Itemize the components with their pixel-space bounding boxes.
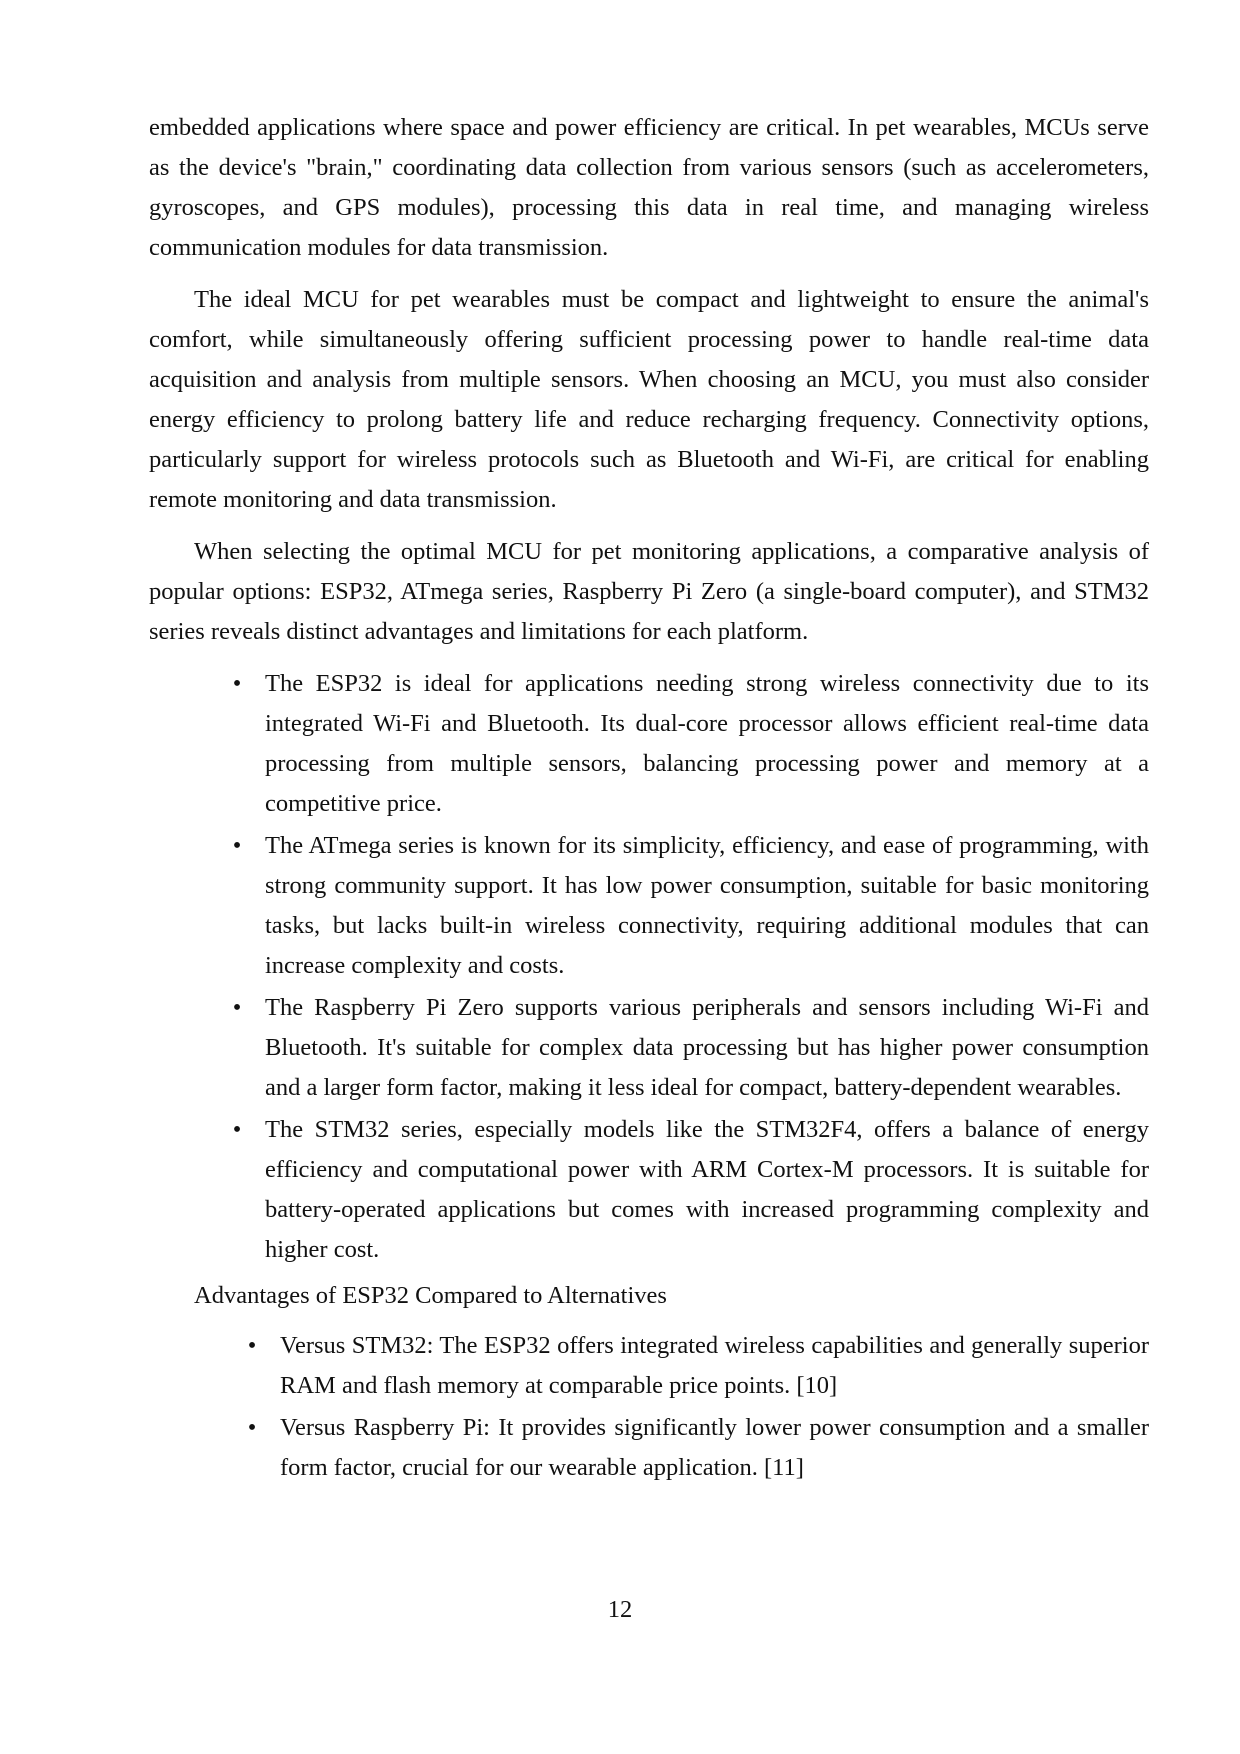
bullet-icon: •	[232, 1116, 242, 1143]
bullet-icon: •	[232, 670, 242, 697]
list-item	[247, 1408, 1149, 1488]
section-subheading: Advantages of ESP32 Compared to Alternatives	[194, 1282, 667, 1309]
bullet-icon: •	[232, 832, 242, 859]
list-item-text: The Raspberry Pi Zero supports various peripherals and sensors including Wi-Fi and Bluetooth. It's suitable for complex data processing but has higher power consumption and a larger form factor, making it less ideal for compact, battery-dependent wearables.	[265, 994, 1149, 1101]
list-item	[232, 826, 1149, 986]
bullet-icon: •	[232, 994, 242, 1021]
list-item-text: The ATmega series is known for its simplicity, efficiency, and ease of programming, with strong community support. It has low power consumption, suitable for basic monitoring tasks, but lacks built-in wireless connectivity, requiring additional modules that can increase complexity and costs.	[265, 832, 1149, 979]
page-number: 12	[607, 1596, 633, 1623]
list-item-text: Versus STM32: The ESP32 offers integrated wireless capabilities and generally superior RAM and flash memory at comparable price points. [10]	[280, 1332, 1149, 1399]
advantages-list	[247, 1326, 1149, 1488]
document-page	[149, 108, 1149, 1490]
list-item-text: The ESP32 is ideal for applications needing strong wireless connectivity due to its integrated Wi-Fi and Bluetooth. Its dual-core processor allows efficient real-time data processing from multiple sensors, balancing processing power and memory at a competitive price.	[265, 670, 1149, 817]
bullet-icon: •	[247, 1414, 257, 1441]
body-paragraph: embedded applications where space and power efficiency are critical. In pet wearables, MCUs serve as the device's "brain," coordinating data collection from various sensors (such as accelerometers, gyroscopes, and GPS modules), processing this data in real time, and managing wireless communication modules for data transmission.	[149, 114, 1149, 261]
list-item	[232, 1110, 1149, 1270]
body-paragraph: When selecting the optimal MCU for pet monitoring applications, a comparative analysis of popular options: ESP32, ATmega series, Raspberry Pi Zero (a single-board computer), and STM32 series reveals distinct advantages and limitations for each platform.	[149, 538, 1149, 645]
list-item-text: The STM32 series, especially models like the STM32F4, offers a balance of energy efficiency and computational power with ARM Cortex-M processors. It is suitable for battery-operated applications but comes with increased programming complexity and higher cost.	[265, 1116, 1149, 1263]
mcu-comparison-list	[232, 664, 1149, 1270]
bullet-icon: •	[247, 1332, 257, 1359]
list-item	[247, 1326, 1149, 1406]
body-paragraph: The ideal MCU for pet wearables must be compact and lightweight to ensure the animal's comfort, while simultaneously offering sufficient processing power to handle real-time data acquisition and analysis from multiple sensors. When choosing an MCU, you must also consider energy efficiency to prolong battery life and reduce recharging frequency. Connectivity options, particularly support for wireless protocols such as Bluetooth and Wi-Fi, are critical for enabling remote monitoring and data transmission.	[149, 286, 1149, 513]
list-item-text: Versus Raspberry Pi: It provides significantly lower power consumption and a smaller form factor, crucial for our wearable application. [11]	[280, 1414, 1149, 1481]
list-item	[232, 664, 1149, 824]
list-item	[232, 988, 1149, 1108]
